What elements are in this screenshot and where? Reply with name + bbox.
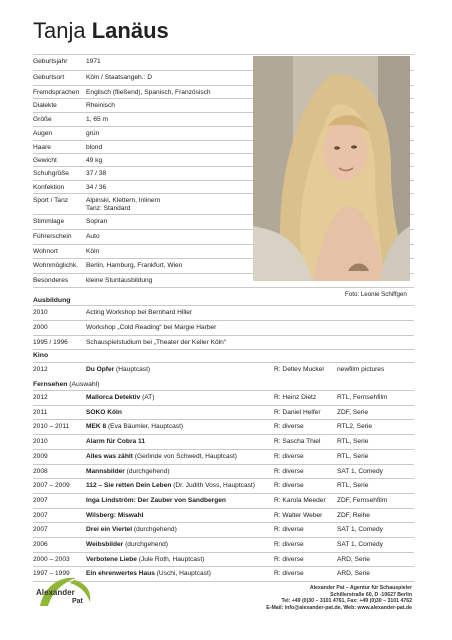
profile-value [86,248,236,256]
row-year: 2010 – 2011 [33,423,70,431]
row-title: Du Opfer [86,366,115,373]
row-title-cell [86,497,226,505]
row-producer: RTL, Serie [337,482,369,490]
row-title: Verbotene Liebe [86,555,137,563]
row-title-cell [86,570,211,578]
row-title: Inga Lindström: Der Zauber von Sandbergen [86,496,226,504]
row-director: R: diverse [274,541,304,548]
profile-value-line: blond [86,144,103,151]
row-divider [33,552,414,553]
row-director: R: diverse [274,423,304,431]
row-title: Mannsbilder [86,467,125,475]
profile-label: Führerschein [33,233,72,240]
profile-value-line: Berlin, Hamburg, Frankfurt, Wien [86,262,183,269]
profile-value-line-2: Tanz: Standard [86,205,131,212]
row-title: MEK 8 [86,423,107,431]
row-title: Alles was zählt [86,452,133,460]
row-title: Mallorca Detektiv [86,394,141,401]
row-title-cell [86,468,170,476]
profile-value-line: Rheinisch [86,102,115,109]
row-divider [33,54,414,55]
profile-value-line: Auto [86,233,100,240]
agency-logo-mark [34,572,98,612]
row-producer: RTL, Fernsehfilm [337,394,388,401]
profile-value [86,89,236,97]
profile-value-line: Köln / Staatsangeh.: D [86,74,152,81]
row-director: R: Heinz Dietz [274,394,317,401]
row-divider [33,449,414,450]
row-director: R: diverse [274,482,304,490]
row-title: Drei ein Viertel [86,526,133,534]
row-year: 2011 [33,408,48,416]
row-title: Weibsbilder [86,541,124,548]
row-title-cell [86,556,204,564]
profile-value [86,218,236,226]
row-director: R: diverse [274,526,304,534]
row-year: 2000 [33,324,48,331]
row-divider [33,434,414,435]
profile-value [86,74,236,82]
row-director: R: Daniel Helfer [274,408,321,416]
profile-value-line: 49 kg [86,157,103,164]
profile-value [86,197,236,213]
row-producer: SAT 1, Comedy [337,541,383,548]
profile-value [86,170,236,178]
row-divider [33,566,414,567]
profile-label: Gewicht [33,157,57,164]
profile-label: Größe [33,116,52,123]
row-director: R: diverse [274,570,304,578]
row-divider [33,335,414,336]
row-role: (Dr. Judith Voss, Hauptcast) [171,482,255,490]
profile-value [86,262,236,270]
row-divider [33,320,414,321]
row-divider [33,493,414,494]
row-title-cell [86,541,168,549]
row-director: R: Detlev Muckel [274,366,324,373]
row-producer: ARD, Serie [337,570,370,578]
row-year: 1997 – 1999 [33,570,70,578]
row-year: 2008 [33,467,48,475]
profile-value [86,130,236,138]
row-divider [33,305,414,306]
row-year: 2006 [33,541,48,548]
profile-label: Schuhgröße [33,170,69,177]
row-producer: SAT 1, Comedy [337,467,383,475]
row-role: (Hauptcast) [114,366,151,373]
profile-label: Fremdsprachen [33,89,80,96]
portrait-illustration [253,56,410,281]
profile-label: Augen [33,130,53,137]
row-divider [33,537,414,538]
profile-value-line: Englisch (fließend), Spanisch, Französisch [86,89,211,96]
row-director: R: diverse [274,555,304,563]
row-year: 2007 [33,526,48,534]
row-title-cell [86,394,154,402]
row-divider [33,478,414,479]
row-divider [33,464,414,465]
agency-logo [34,572,98,612]
profile-label: Dialekte [33,102,57,109]
row-role: (AT) [140,394,155,401]
section-kino: Kino [33,352,49,359]
row-title-cell [86,512,143,520]
profile-value [86,157,236,165]
row-title: Wilsberg: Miswahl [86,511,144,519]
row-title-cell [86,482,255,490]
portrait-photo [253,56,410,281]
profile-value-line: 1, 65 m [86,116,108,123]
row-director: R: Walter Weber [274,511,323,519]
photo-caption: Foto: Leonie Schiffgen [345,291,407,298]
profile-value [86,184,236,192]
row-director: R: Karola Meeder [274,496,326,504]
profile-value-line: 1971 [86,58,101,65]
row-divider [33,287,414,288]
profile-label: Wohnort [33,248,58,255]
row-title: Alarm für Cobra 11 [86,438,145,446]
section-fernsehen [33,381,99,388]
row-year: 2000 – 2003 [33,555,70,563]
row-title: Ein ehrenwertes Haus [86,570,155,578]
row-title: 112 – Sie retten Dein Leben [86,482,172,490]
row-title-cell [86,526,177,534]
row-year: 2012 [33,366,48,373]
footer-line-1: Alexander Pat – Agentur für Schauspieler [309,585,412,591]
profile-label: Haare [33,144,51,151]
profile-value [86,144,236,152]
profile-value-line: 37 / 38 [86,170,107,177]
profile-label: Geburtsort [33,74,65,81]
profile-label: Wohnmöglichk. [33,262,78,269]
logo-word-2: Pat [72,598,83,605]
row-year: 2007 [33,496,48,504]
profile-label: Stimmlage [33,218,65,225]
row-producer: SAT 1, Comedy [337,526,383,534]
profile-value [86,277,236,285]
row-divider [33,349,414,350]
row-producer: RTL, Serie [337,438,369,446]
row-year: 2010 [33,309,48,316]
page-title [33,18,169,44]
profile-label: Geburtsjahr [33,58,68,65]
row-divider [33,508,414,509]
footer-line-4: E-Mail: info@alexander-pat.de, Web: www.alexander-pat.de [266,604,412,611]
profile-value [86,233,236,241]
row-director: R: diverse [274,467,304,475]
footer-line-3: Tel: +49 (0)30 – 3101 4761, Fax: +49 (0)30 – 3101 4762 [281,598,412,605]
row-year: 1995 / 1996 [33,339,68,346]
row-divider [33,362,414,363]
row-role: (Jule Roth, Hauptcast) [136,555,205,563]
row-year: 2007 [33,511,48,519]
row-title-cell [86,423,183,431]
row-role: (Gerlinde von Schwedt, Hauptcast) [132,452,238,460]
row-year: 2009 [33,452,48,460]
row-title-cell [86,453,237,461]
profile-value-line: grün [86,130,100,137]
row-producer: RTL, Serie [337,452,369,460]
profile-value-line: kleine Stuntausbildung [86,277,153,284]
logo-word-1: Alexander [36,588,75,597]
profile-value [86,58,236,66]
row-director: R: diverse [274,452,304,460]
row-role: (durchgehend) [123,541,168,548]
row-producer: ZDF, Serie [337,408,369,416]
row-title-cell [86,409,122,417]
row-divider [33,522,414,523]
row-role: (durchgehend) [124,467,170,475]
row-producer: newfilm pictures [337,366,385,373]
row-role: (durchgehend) [132,526,177,534]
agency-contact [266,585,412,611]
row-title: SOKO Köln [86,408,122,416]
row-producer: ZDF, Fernsehfilm [337,496,388,504]
profile-label: Besonderes [33,277,69,284]
row-role: (Uschi, Hauptcast) [154,570,211,578]
row-divider [33,405,414,406]
row-year: 2010 [33,438,48,446]
profile-value-line: Sopran [86,218,108,225]
profile-value-line: Köln [86,248,100,255]
row-role: (Eva Bäumler, Hauptcast) [106,423,184,431]
profile-value [86,102,236,110]
profile-value [86,116,236,124]
profile-value-line: Alpinski, Klettern, Inlinern [86,197,161,204]
row-divider [33,419,414,420]
profile-label: Sport / Tanz [33,197,69,204]
last-name: Lanäus [91,18,169,43]
row-producer: ARD, Serie [337,555,370,563]
row-title-cell [86,438,145,446]
row-divider [33,390,414,391]
profile-value-line: 34 / 36 [86,184,107,191]
row-producer: RTL2, Serie [337,423,373,431]
section-fernsehen-title: Fernsehen [33,381,68,388]
section-fernsehen-suffix: (Auswahl) [67,381,100,388]
row-producer: ZDF, Reihe [337,511,370,519]
row-text: Schauspielstudium bei „Theater der Keller Köln“ [86,339,227,346]
profile-label: Konfektion [33,184,65,191]
row-text: Acting Workshop bei Bernhard Hiller [86,309,193,316]
row-title-cell [86,366,150,374]
row-text: Workshop „Cold Reading“ bei Margie Harber [86,324,217,331]
first-name: Tanja [33,18,86,43]
footer-line-2: Schillerstraße 60, D -10627 Berlin [330,591,412,598]
section-ausbildung: Ausbildung [33,297,71,304]
row-director: R: Sascha Thiel [274,438,321,446]
row-year: 2007 – 2009 [33,482,70,490]
row-year: 2012 [33,394,48,401]
